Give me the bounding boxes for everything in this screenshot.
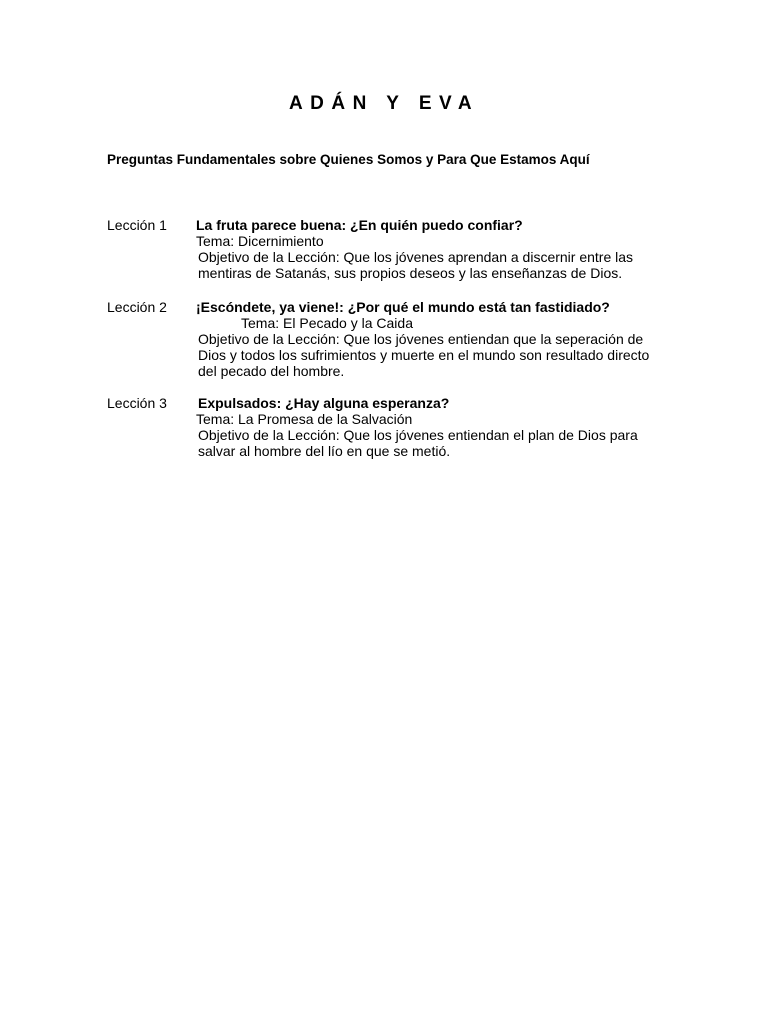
lesson-body <box>196 395 666 459</box>
lesson-objetivo: Objetivo de la Lección: Que los jóvenes entiendan que la seperación de Dios y todos los sufrimientos y muerte en el mundo son resultado directo del pecado del hombre. <box>198 331 650 379</box>
document-subtitle: Preguntas Fundamentales sobre Quienes Somos y Para Que Estamos Aquí <box>107 152 590 167</box>
lesson-body <box>196 217 666 281</box>
lesson-objetivo: Objetivo de la Lección: Que los jóvenes aprendan a discernir entre las mentiras de Satanás, sus propios deseos y las enseñanzas de Dios. <box>198 249 634 281</box>
lesson-title: La fruta parece buena: ¿En quién puedo confiar? <box>196 217 523 233</box>
lesson-title: Expulsados: ¿Hay alguna esperanza? <box>198 395 450 411</box>
lesson-title: ¡Escóndete, ya viene!: ¿Por qué el mundo está tan fastidiado? <box>196 299 610 315</box>
lesson-tema: Tema: El Pecado y la Caida <box>241 315 413 331</box>
lesson-number: Lección 3 <box>107 395 167 411</box>
lesson-number: Lección 1 <box>107 217 167 233</box>
lesson-objetivo: Objetivo de la Lección: Que los jóvenes entiendan el plan de Dios para salvar al hombre del lío en que se metió. <box>198 427 638 459</box>
lesson-body <box>196 299 666 379</box>
document-title: ADÁN Y EVA <box>288 93 480 114</box>
lesson-tema: Tema: La Promesa de la Salvación <box>196 411 413 427</box>
lesson-number: Lección 2 <box>107 299 167 315</box>
lesson-tema: Tema: Dicernimiento <box>196 233 324 249</box>
